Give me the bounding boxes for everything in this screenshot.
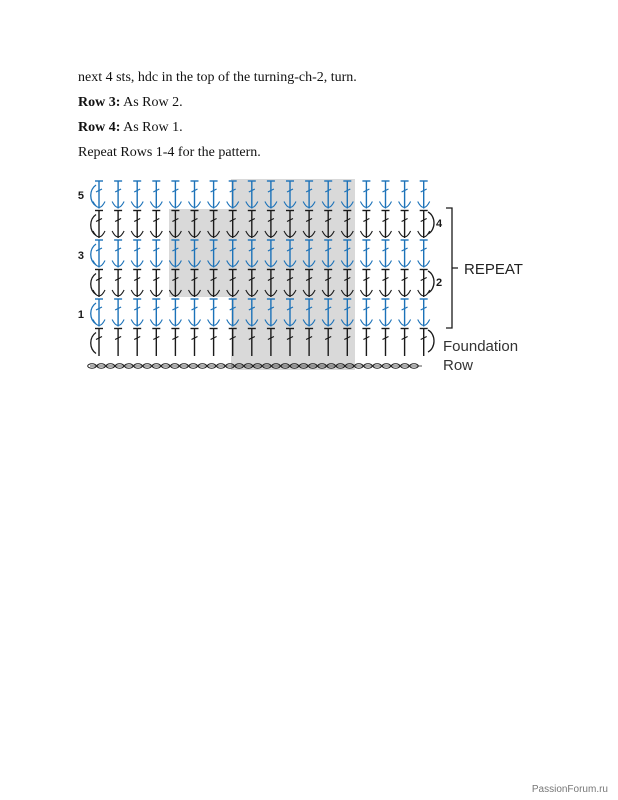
hdc-stitch [360, 211, 372, 239]
hdc-stitch [401, 329, 409, 357]
paragraph-row4-text: As Row 1. [120, 120, 183, 135]
hdc-stitch [191, 329, 199, 357]
hdc-stitch [131, 299, 143, 327]
repeat-bracket [446, 208, 458, 328]
foundation-label-line1: Foundation [443, 338, 519, 355]
hdc-stitch [380, 270, 392, 298]
hdc-stitch [131, 181, 143, 209]
hdc-stitch [150, 270, 162, 298]
hdc-stitch [112, 299, 124, 327]
hdc-stitch [131, 240, 143, 268]
row-2-turning-chain [428, 271, 434, 293]
paragraph-row4-bold: Row 4: [78, 120, 121, 135]
paragraph-row3 [78, 95, 578, 111]
hdc-stitch [131, 211, 143, 239]
paragraph-row3-bold: Row 3: [78, 95, 121, 110]
paragraph-1-text: next 4 sts, hdc in the top of the turning-ch-2, turn. [78, 70, 357, 85]
paragraph-repeat-text: Repeat Rows 1-4 for the pattern. [78, 145, 261, 160]
repeat-highlight-left [169, 209, 233, 297]
hdc-stitch [150, 211, 162, 239]
hdc-stitch [418, 270, 430, 298]
hdc-stitch [380, 299, 392, 327]
hdc-stitch [95, 329, 103, 357]
hdc-stitch [360, 240, 372, 268]
foundation-turning-chain [428, 330, 434, 352]
hdc-stitch [150, 181, 162, 209]
watermark: PassionForum.ru [531, 784, 608, 795]
hdc-stitch [362, 329, 370, 357]
hdc-stitch [360, 181, 372, 209]
hdc-stitch [418, 211, 430, 239]
pattern-text [78, 70, 578, 170]
hdc-stitch [150, 240, 162, 268]
row-number-3: 3 [77, 250, 84, 262]
hdc-stitch [152, 329, 160, 357]
hdc-stitch [169, 299, 181, 327]
hdc-stitch [360, 270, 372, 298]
paragraph-1 [78, 70, 578, 86]
hdc-stitch [418, 240, 430, 268]
repeat-label: REPEAT [464, 261, 523, 278]
row-4-turning-chain [428, 212, 434, 234]
repeat-highlight-center [231, 179, 355, 370]
hdc-stitch [418, 299, 430, 327]
hdc-stitch [150, 299, 162, 327]
hdc-stitch [112, 181, 124, 209]
turning-chain [91, 333, 96, 354]
hdc-stitch [380, 240, 392, 268]
hdc-stitch [210, 329, 218, 357]
hdc-stitch [399, 211, 411, 239]
hdc-stitch [189, 181, 201, 209]
hdc-stitch [114, 329, 122, 357]
crochet-stitch-diagram [70, 176, 550, 376]
row-number-2: 2 [436, 277, 443, 289]
paragraph-row3-text: As Row 2. [120, 95, 183, 110]
hdc-stitch [420, 329, 428, 357]
hdc-stitch [399, 240, 411, 268]
row-number-4: 4 [436, 218, 443, 230]
hdc-stitch [131, 270, 143, 298]
hdc-stitch [169, 181, 181, 209]
hdc-stitch [189, 299, 201, 327]
row-number-1: 1 [77, 309, 84, 321]
hdc-stitch [380, 181, 392, 209]
hdc-stitch [380, 211, 392, 239]
row-number-5: 5 [77, 190, 84, 202]
foundation-chain-group [88, 364, 422, 368]
hdc-stitch [399, 270, 411, 298]
hdc-stitch [112, 240, 124, 268]
paragraph-row4 [78, 120, 578, 136]
hdc-stitch [208, 299, 220, 327]
hdc-stitch [360, 299, 372, 327]
hdc-stitch [418, 181, 430, 209]
hdc-stitch [208, 181, 220, 209]
hdc-stitch [399, 181, 411, 209]
paragraph-repeat [78, 145, 578, 161]
hdc-stitch [382, 329, 390, 357]
hdc-stitch [399, 299, 411, 327]
hdc-stitch [112, 211, 124, 239]
hdc-stitch [133, 329, 141, 357]
hdc-stitch [112, 270, 124, 298]
foundation-label-line2: Row [443, 357, 474, 374]
hdc-stitch [171, 329, 179, 357]
